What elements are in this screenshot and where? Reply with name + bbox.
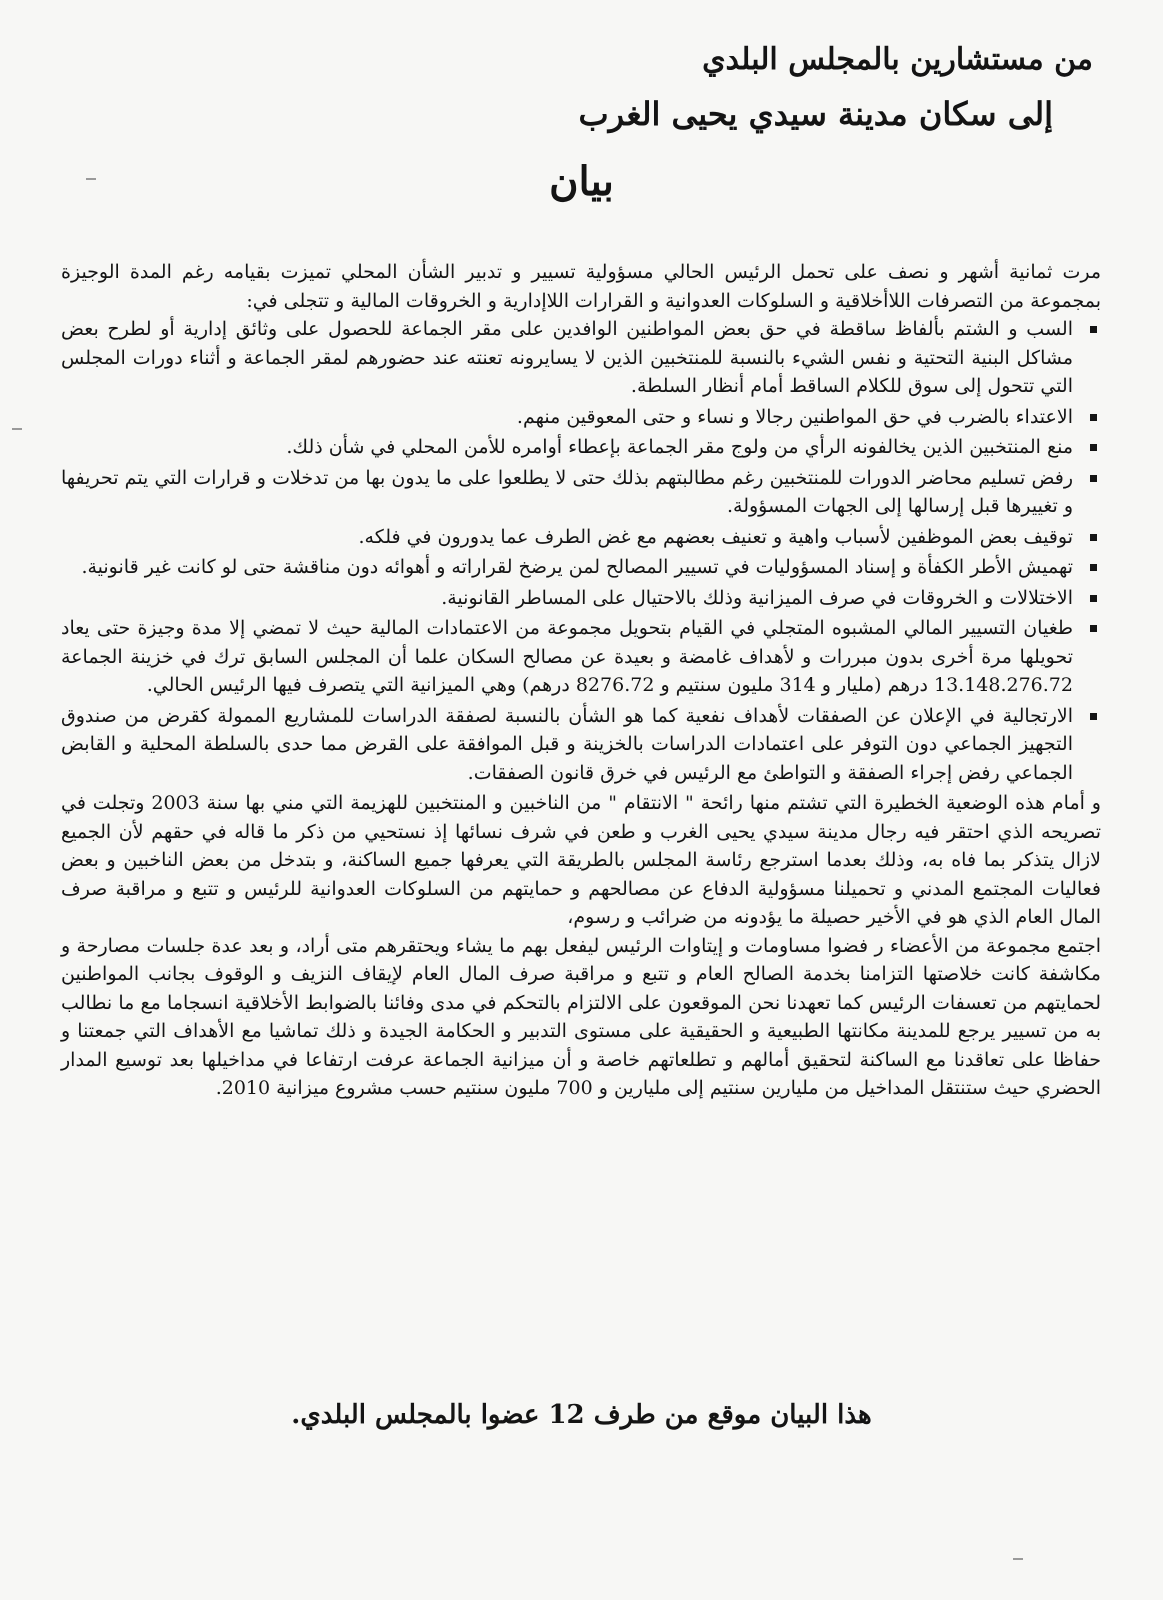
list-item: توقيف بعض الموظفين لأسباب واهية و تعنيف بعضهم مع غض الطرف عما يدورون في فلكه. (61, 523, 1101, 552)
scan-artifact (1013, 1558, 1023, 1560)
context-paragraph: و أمام هذه الوضعية الخطيرة التي تشتم منها رائحة " الانتقام " من الناخبين و المنتخبين للهزيمة التي مني بها سنة 2003 وتجلت في تصريحه الذي احتقر فيه رجال مدينة سيدي يحيى الغرب و طعن في شرف نسائها إذ نستحيي من ذكر ما قاله في حقهم لأن الجميع لازال يتذكر بما فاه به، وذلك بعدما استرجع رئاسة المجلس بالطريقة التي يعرفها جميع الساكنة، و بتدخل من بعض الناخبين و بعض فعاليات المجتمع المدني و تحميلنا مسؤولية الدفاع عن مصالحهم و حمايتهم من السلوكات العدوانية للرئيس و تتبع و مراقبة صرف المال العام الذي هو في الأخير حصيلة ما يؤدونه من ضرائب و رسوم، (61, 792, 1101, 928)
intro-paragraph: مرت ثمانية أشهر و نصف على تحمل الرئيس الحالي مسؤولية تسيير و تدبير الشأن المحلي تميزت بقيامه رغم المدة الوجيزة بمجموعة من التصرفات اللاأخلاقية و السلوكات العدوانية و القرارات اللاإدارية و الخروقات المالية و تتجلى في: (61, 261, 1101, 312)
document-title: بيان (549, 158, 614, 205)
list-item: طغيان التسيير المالي المشبوه المتجلي في القيام بتحويل مجموعة من الاعتمادات المالية حيث لا تمضي إلا مدة وجيزة حتى يعاد تحويلها مرة أخرى بدون مبررات و لأهداف غامضة و بعيدة عن مصالح السكان علما أن المجلس السابق ترك في خزينة الجماعة 13.148.276.72 درهم (مليار و 314 مليون سنتيم و 8276.72 درهم) وهي الميزانية التي يتصرف فيها الرئيس الحالي. (61, 614, 1101, 700)
grievance-list (61, 315, 1101, 787)
document-body (61, 258, 1101, 1103)
list-item: رفض تسليم محاضر الدورات للمنتخبين رغم مطالبتهم بذلك حتى لا يطلعوا على ما يدون بها من تدخلات و قرارات التي يتم تحريفها و تغييرها قبل إرسالها إلى الجهات المسؤولة. (61, 464, 1101, 521)
commitment-paragraph: اجتمع مجموعة من الأعضاء ر فضوا مساومات و إيتاوات الرئيس ليفعل بهم ما يشاء ويحتقرهم متى أراد، و بعد عدة جلسات مصارحة و مكاشفة كانت خلاصتها التزامنا بخدمة الصالح العام و تتبع و مراقبة صرف المال العام لإيقاف النزيف و الوقوف بجانب المواطنين لحمايتهم من تعسفات الرئيس كما تعهدنا نحن الموقعون على الالتزام بالتحكم في مدى وفائنا بالضوابط الأخلاقية انسجاما مع ما نطالب به من تسيير يرجع للمدينة مكانتها الطبيعية و الحقيقية على مستوى التدبير و الحكامة الجيدة و ذلك تماشيا مع الأهداف التي جمعتنا و حفاظا على تعاقدنا مع الساكنة لتحقيق أمالهم و تطلعاتهم خاصة و أن ميزانية الجماعة عرفت ارتفاعا في مداخيلها بعد توسيع المدار الحضري حيث ستنتقل المداخيل من مليارين سنتيم إلى مليارين و 700 مليون سنتيم حسب مشروع ميزانية 2010. (61, 934, 1102, 1099)
recipient-line: إلى سكان مدينة سيدي يحيى الغرب (578, 95, 1053, 133)
signature-statement: هذا البيان موقع من طرف 12 عضوا بالمجلس البلدي. (291, 1400, 872, 1430)
list-item: الاختلالات و الخروقات في صرف الميزانية وذلك بالاحتيال على المساطر القانونية. (61, 584, 1101, 613)
sender-line: من مستشارين بالمجلس البلدي (702, 42, 1093, 77)
list-item: الاعتداء بالضرب في حق المواطنين رجالا و نساء و حتى المعوقين منهم. (61, 403, 1101, 432)
scan-artifact (12, 428, 22, 430)
list-item: تهميش الأطر الكفأة و إسناد المسؤوليات في تسيير المصالح لمن يرضخ لقراراته و أهوائه دون مناقشة حتى لو كانت غير قانونية. (61, 553, 1101, 582)
list-item: السب و الشتم بألفاظ ساقطة في حق بعض المواطنين الوافدين على مقر الجماعة للحصول على وثائق إدارية أو لطرح بعض مشاكل البنية التحتية و نفس الشيء بالنسبة للمنتخبين الذين لا يسايرونه تعنته عند حضورهم لمقر الجماعة و أثناء دورات المجلس التي تتحول إلى سوق للكلام الساقط أمام أنظار السلطة. (61, 315, 1101, 401)
list-item: منع المنتخبين الذين يخالفونه الرأي من ولوج مقر الجماعة بإعطاء أوامره للأمن المحلي في شأن ذلك. (61, 433, 1101, 462)
list-item: الارتجالية في الإعلان عن الصفقات لأهداف نفعية كما هو الشأن بالنسبة لصفقة الدراسات للمشاريع الممولة كقرض من صندوق التجهيز الجماعي دون التوفر على اعتمادات الدراسات بالخزينة و قبل الموافقة على القرض مما حدى بالسلطة المحلية و القابض الجماعي رفض إجراء الصفقة و التواطئ مع الرئيس في خرق قانون الصفقات. (61, 702, 1101, 788)
scan-artifact (86, 178, 96, 180)
